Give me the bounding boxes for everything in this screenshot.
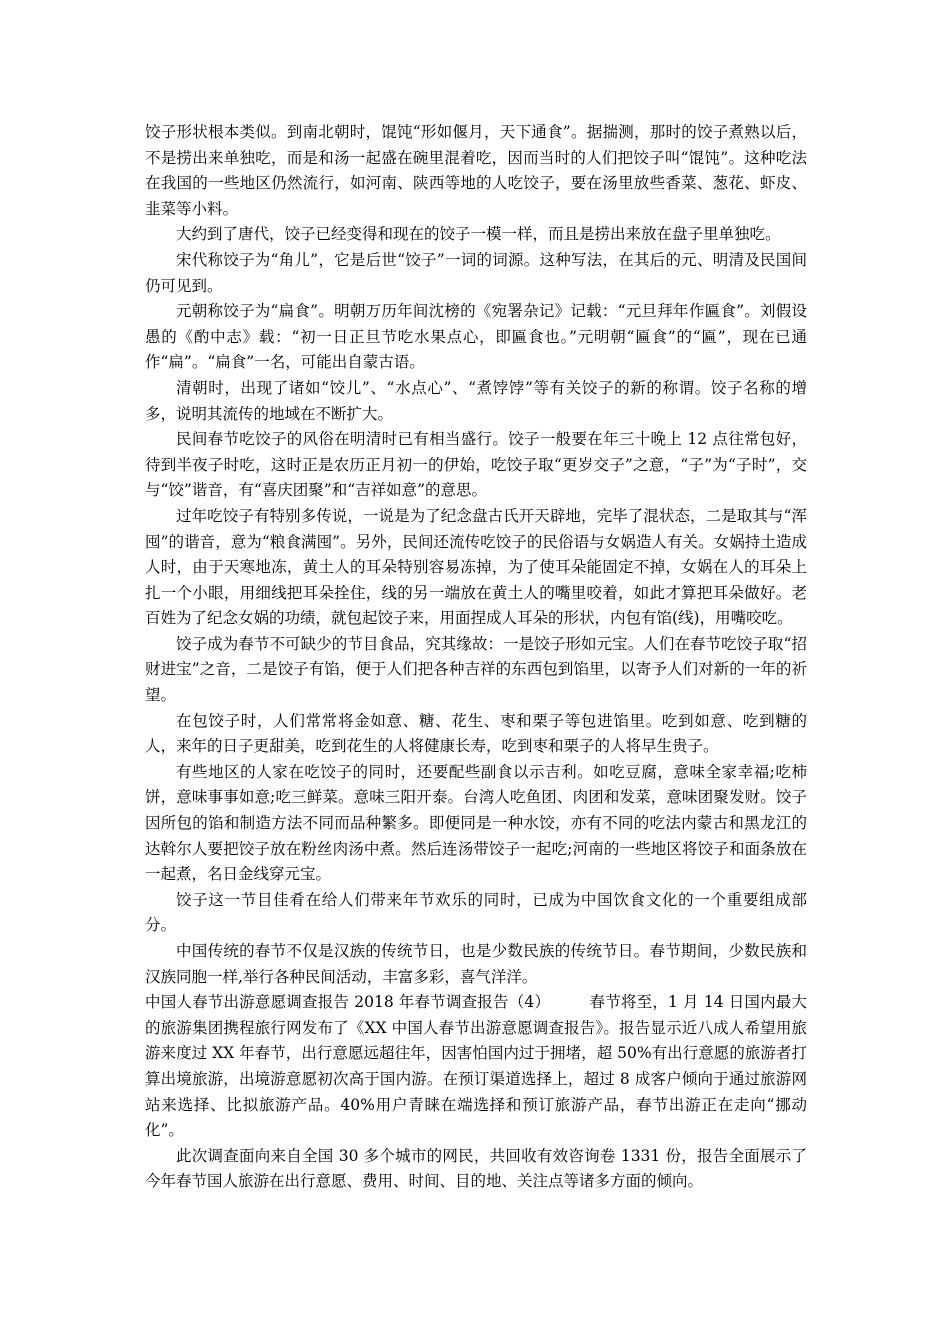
- paragraph: 民间春节吃饺子的风俗在明清时已有相当盛行。饺子一般要在年三十晚上 12 点往常包好，待到半夜子时吃，这时正是农历正月初一的伊始，吃饺子取“更岁交子”之意，“子”为“子时”，交与“饺”谐音，有“喜庆团聚”和“吉祥如意”的意思。: [145, 430, 807, 500]
- paragraph: 饺子成为春节不可缺少的节目食品，究其缘故：一是饺子形如元宝。人们在春节吃饺子取“招财进宝”之音，二是饺子有馅，便于人们把各种吉祥的东西包到馅里，以寄予人们对新的一年的祈望。: [145, 634, 807, 705]
- paragraph: 大约到了唐代，饺子已经变得和现在的饺子一模一样，而且是捞出来放在盘子里单独吃。: [176, 225, 781, 244]
- paragraph: 清朝时，出现了诸如“饺儿”、“水点心”、“煮饽饽”等有关饺子的新的称谓。饺子名称的增多，说明其流传的地域在不断扩大。: [145, 378, 807, 423]
- paragraph: 宋代称饺子为“角儿”，它是后世“饺子”一词的词源。这种写法，在其后的元、明清及民国间仍可见到。: [145, 250, 807, 295]
- paragraph: 饺子形状根本类似。到南北朝时，馄饨“形如偃月，天下通食”。据揣测，那时的饺子煮熟以后，不是捞出来单独吃，而是和汤一起盛在碗里混着吃，因而当时的人们把饺子叫“馄饨”。这种吃法在我国的一些地区仍然流行，如河南、陕西等地的人吃饺子，要在汤里放些香菜、葱花、虾皮、韭菜等小料。: [145, 123, 807, 218]
- paragraph: 元朝称饺子为“扁食”。明朝万历年间沈榜的《宛署杂记》记载：“元旦拜年作匾食”。刘假设愚的《酌中志》载：“初一日正旦节吃水果点心，即匾食也。”元明朝“匾食”的“匾”，现在已通作“扁”。“扁食”一名，可能出自蒙古语。: [145, 302, 807, 372]
- paragraph: 饺子这一节目佳肴在给人们带来年节欢乐的同时，已成为中国饮食文化的一个重要组成部分。: [145, 890, 807, 935]
- paragraph: 在包饺子时，人们常常将金如意、糖、花生、枣和栗子等包进馅里。吃到如意、吃到糖的人，来年的日子更甜美，吃到花生的人将健康长寿，吃到枣和栗子的人将早生贵子。: [145, 711, 807, 756]
- paragraph: 此次调查面向来自全国 30 多个城市的网民，共回收有效咨询卷 1331 份，报告全面展示了今年春节国人旅游在出行意愿、费用、时间、目的地、关注点等诸多方面的倾向。: [145, 1146, 807, 1191]
- paragraph: 有些地区的人家在吃饺子的同时，还要配些副食以示吉利。如吃豆腐，意味全家幸福;吃柿饼，意味事事如意;吃三鲜菜。意味三阳开泰。台湾人吃鱼团、肉团和发菜，意味团聚发财。饺子因所包的馅和制造方法不同而品种繁多。即便同是一种水饺，亦有不同的吃法内蒙古和黑龙江的达斡尔人要把饺子放在粉丝肉汤中煮。然后连汤带饺子一起吃;河南的一些地区将饺子和面条放在一起煮，名日金线穿元宝。: [145, 762, 807, 884]
- paragraph: 中国传统的春节不仅是汉族的传统节日，也是少数民族的传统节日。春节期间，少数民族和汉族同胞一样,举行各种民间活动，丰富多彩，喜气洋洋。: [145, 942, 807, 986]
- paragraph: 过年吃饺子有特别多传说，一说是为了纪念盘古氏开天辟地，完毕了混状态，二是取其与“浑囤”的谐音，意为“粮食满囤”。另外，民间还流传吃饺子的民俗语与女娲造人有关。女娲持土造成人时，由于天寒地冻，黄土人的耳朵特别容易冻掉，为了使耳朵能固定不掉，女娲在人的耳朵上扎一个小眼，用细线把耳朵拴住，线的另一端放在黄土人的嘴里咬着，如此才算把耳朵做好。老百姓为了纪念女娲的功绩，就包起饺子来，用面捏成人耳朵的形状，内包有馅(线)，用嘴咬吃。: [145, 506, 807, 628]
- document-body: [145, 120, 807, 1195]
- report-paragraph: 中国人春节出游意愿调查报告 2018 年春节调查报告（4） 春节将至，1 月 14 日国内最大的旅游集团携程旅行网发布了《XX 中国人春节出游意愿调查报告》。报告显示近八成人希望用旅游来度过 XX 年春节，出行意愿远超往年，因害怕国内过于拥堵，超 50%有出行意愿的旅游者打算出境旅游，出境游意愿初次高于国内游。在预订渠道选择上，超过 8 成客户倾向于通过旅游网站来选择、比拟旅游产品。40%用户青睐在端选择和预订旅游产品，春节出游正在走向“挪动化”。: [145, 993, 807, 1140]
